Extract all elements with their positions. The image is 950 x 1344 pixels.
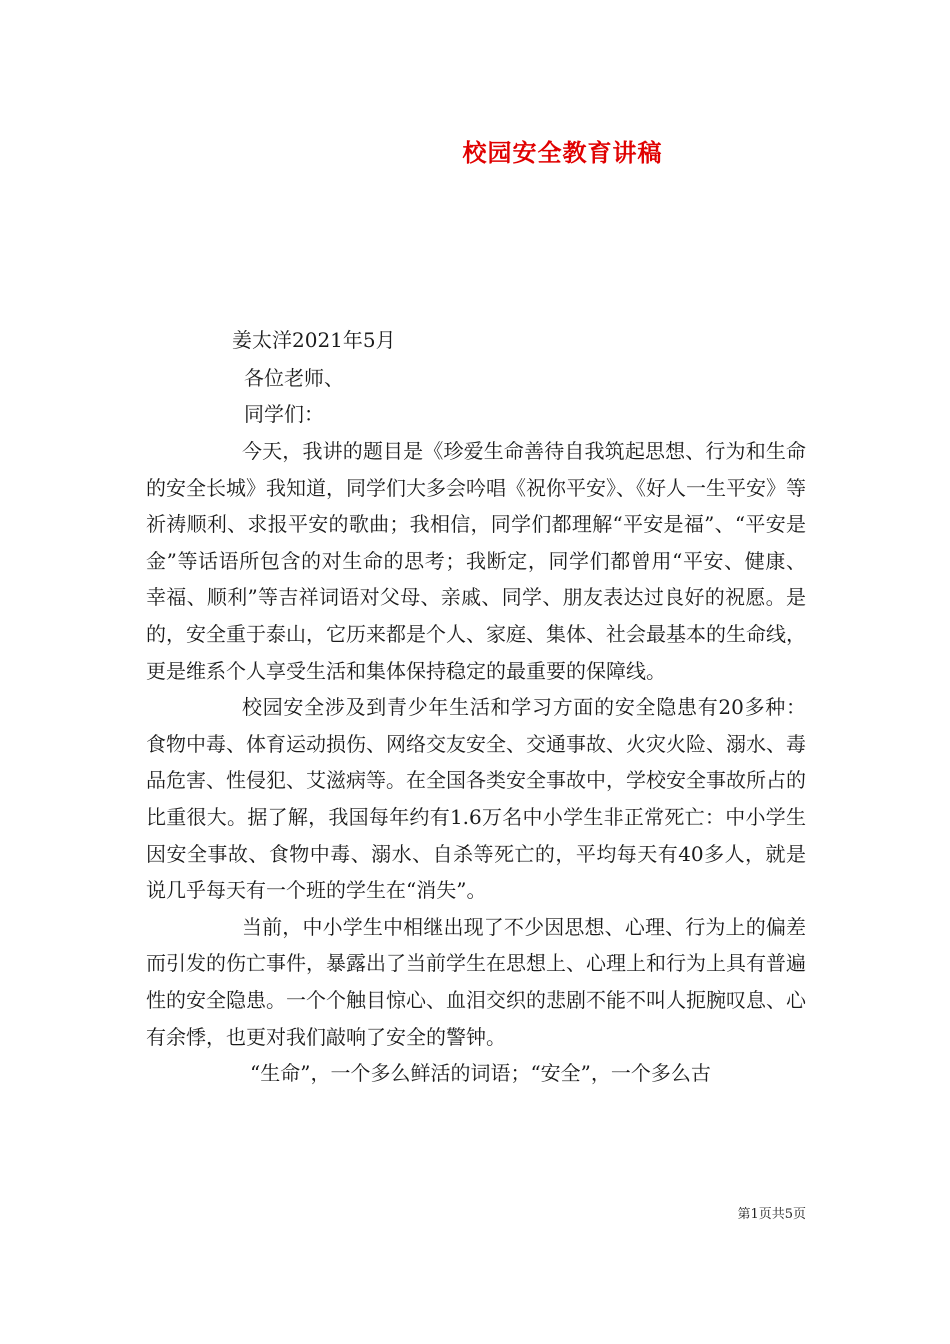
speech-body (146, 433, 806, 1092)
author-date-line: 姜太洋2021年5月 (232, 328, 396, 352)
salutation-students: 同学们： (244, 402, 324, 426)
page-number-footer: 第1页共5页 (737, 1207, 806, 1222)
document-title: 校园安全教育讲稿 (462, 139, 663, 167)
paragraph-4: “生命”，一个多么鲜活的词语；“安全”，一个多么古 (250, 1061, 711, 1086)
paragraph-1: 今天，我讲的题目是《珍爱生命善待自我筑起思想、行为和生命的安全长城》我知道，同学们大多会吟唱《祝你平安》、《好人一生平安》等祈祷顺利、求报平安的歌曲；我相信，同学们都理解“平安是福”、“平安是金”等话语所包含的对生命的思考；我断定，同学们都曾用“平安、健康、幸福、顺利”等吉祥词语对父母、亲戚、同学、朋友表达过良好的祝愿。是的，安全重于泰山，它历来都是个人、家庭、集体、社会最基本的生命线，更是维系个人享受生活和集体保持稳定的最重要的保障线。 (146, 439, 806, 683)
salutation-teachers: 各位老师、 (244, 366, 344, 390)
paragraph-2: 校园安全涉及到青少年生活和学习方面的安全隐患有20多种：食物中毒、体育运动损伤、网络交友安全、交通事故、火灾火险、溺水、毒品危害、性侵犯、艾滋病等。在全国各类安全事故中，学校安全事故所占的比重很大。据了解，我国每年约有1.6万名中小学生非正常死亡：中小学生因安全事故、食物中毒、溺水、自杀等死亡的，平均每天有40多人，就是说几乎每天有一个班的学生在“消失”。 (146, 695, 806, 903)
paragraph-3: 当前，中小学生中相继出现了不少因思想、心理、行为上的偏差而引发的伤亡事件，暴露出了当前学生在思想上、心理上和行为上具有普遍性的安全隐患。一个个触目惊心、血泪交织的悲剧不能不叫人扼腕叹息、心有余悸，也更对我们敲响了安全的警钟。 (146, 914, 806, 1049)
